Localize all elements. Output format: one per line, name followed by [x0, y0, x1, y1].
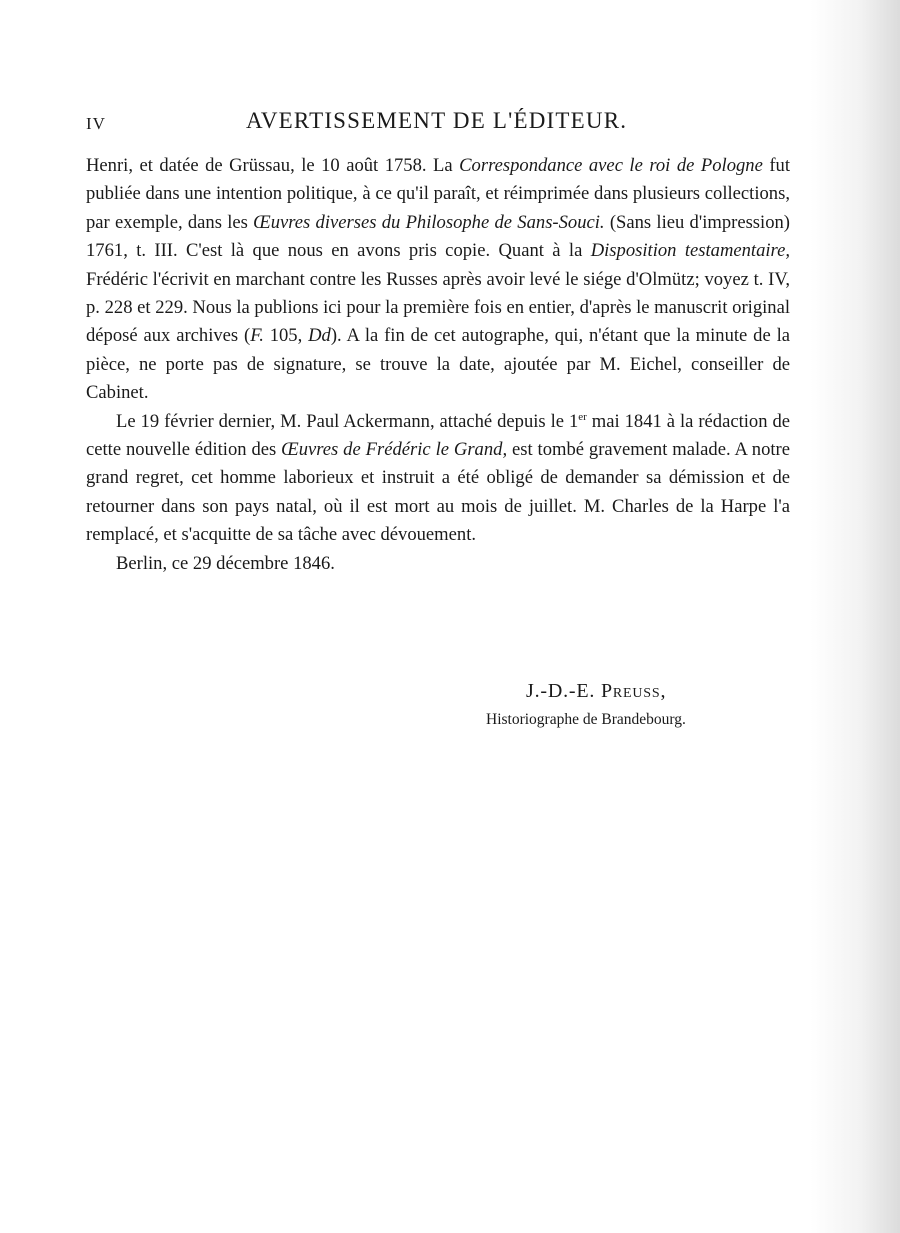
superscript: er	[578, 410, 587, 423]
text-run: est tombé gravement malade. A notre grand regret, cet homme laborieux et instruit a été obligé de demander sa démission et de retourner dans son pays natal, où il est mort au mois de juillet. M. Charles de la Harpe l'a remplacé, et s'acquitte de sa tâche avec dévouement.	[86, 439, 790, 546]
signature-title: Historiographe de Brandebourg.	[486, 711, 686, 728]
page-header	[86, 108, 790, 138]
paragraph-1	[86, 152, 790, 408]
text-run: mai 1841 à la rédaction de cette nouvelle édition des	[86, 410, 791, 461]
italic-title: Œuvres de Frédéric le Grand,	[281, 439, 508, 461]
text-run: (Sans lieu d'impression) 1761, t. III. C'est là que nous en avons pris copie. Quant à la	[86, 211, 790, 262]
signature-comma: ,	[660, 680, 667, 702]
paragraph-2	[86, 408, 790, 550]
body-text	[86, 152, 790, 578]
signature-name	[486, 676, 786, 706]
page-edge-shadow	[810, 0, 900, 1233]
date-line: Berlin, ce 29 décembre 1846.	[116, 552, 335, 574]
text-run: ). A la fin de cet autographe, qui, n'étant que la minute de la pièce, ne porte pas de signature, se trouve la date, ajoutée par M. Eichel, conseiller de Cabinet.	[86, 325, 790, 404]
text-run: Henri, et datée de Grüssau, le 10 août 1758. La	[86, 155, 460, 176]
text-run: 105,	[263, 325, 309, 347]
italic-reference: Dd	[308, 325, 331, 347]
text-run: Frédéric l'écrivit en marchant contre les Russes après avoir levé le siége d'Olmütz; voyez t. IV, p. 228 et 229. Nous la publions ici pour la première fois en entier, d'après le manuscrit original déposé aux archives (	[86, 268, 790, 347]
running-title: AVERTISSEMENT DE L'ÉDITEUR.	[246, 108, 628, 133]
page-number: IV	[86, 114, 106, 133]
signature-surname: Preuss	[600, 680, 661, 702]
signature-block	[486, 676, 786, 732]
italic-title: Disposition testamentaire,	[590, 240, 790, 262]
signature-initials: J.-D.-E.	[526, 680, 601, 702]
text-run: Le 19 février dernier, M. Paul Ackermann, attaché depuis le 1	[116, 410, 579, 432]
italic-title: Œuvres diverses du Philosophe de Sans-Souci.	[253, 211, 605, 233]
italic-reference: F.	[250, 325, 264, 347]
text-run: fut publiée dans une intention politique, à ce qu'il paraît, et réimprimée dans plusieurs collections, par exemple, dans les	[86, 155, 791, 233]
italic-title: Correspondance avec le roi de Pologne	[459, 155, 763, 176]
